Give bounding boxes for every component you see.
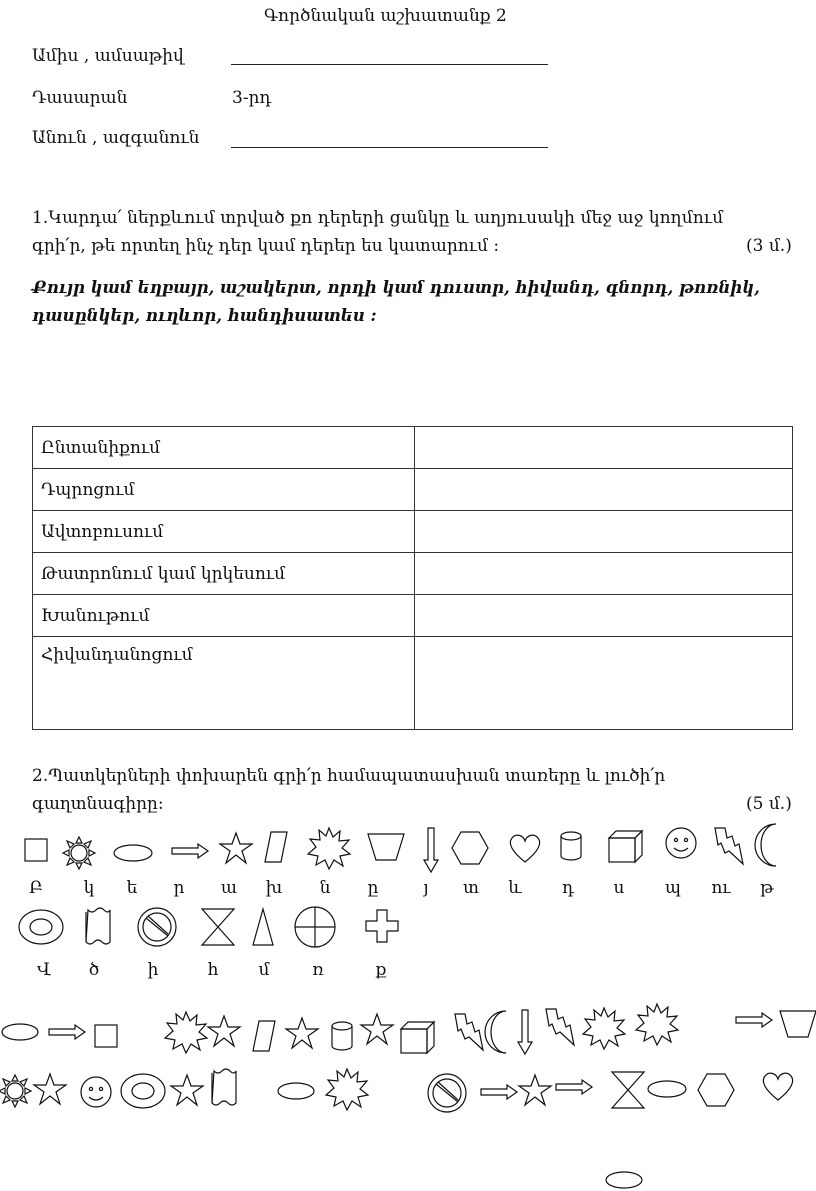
hexagon-icon (452, 832, 488, 864)
row-label: Ընտանիքում (33, 427, 415, 469)
arrow-down-icon (424, 828, 438, 872)
key-letter: դ (562, 878, 574, 898)
cipher-explosion-icon (636, 1004, 678, 1045)
cipher-explosion-icon (165, 1012, 207, 1053)
cipher-lightning-icon (546, 1009, 574, 1045)
cipher-hexagon-icon (698, 1074, 734, 1106)
class-label: Դասարան (32, 88, 128, 108)
cipher-arrow-right-icon (556, 1080, 592, 1094)
key-letter: ր (173, 878, 185, 898)
cipher-parallelogram-icon (253, 1021, 275, 1051)
cipher-star-icon (519, 1075, 551, 1105)
key-letter: ս (613, 878, 625, 898)
key-letter: կ (83, 878, 95, 898)
scroll-icon (86, 908, 110, 944)
cipher-donut-icon (121, 1074, 165, 1108)
cipher-cylinder-icon (332, 1022, 352, 1050)
task1-points: (3 մ.) (746, 236, 792, 256)
page-title: Գործնական աշխատանք 2 (264, 6, 507, 26)
row-label: Խանութում (33, 595, 415, 637)
key-letter: ռ (312, 960, 324, 980)
no-symbol-icon (138, 908, 176, 946)
cipher-smiley-icon (81, 1077, 111, 1107)
key-letter: յ (423, 878, 429, 898)
triangle-icon (253, 909, 273, 945)
cipher-explosion-icon (583, 1008, 625, 1049)
cipher-arrow-right-icon (49, 1025, 85, 1039)
key-letter: թ (760, 878, 774, 898)
key-letter: պ (665, 878, 681, 898)
cipher-lightning-icon (455, 1014, 483, 1050)
cipher-hourglass-icon (612, 1072, 644, 1108)
hourglass-icon (202, 909, 234, 945)
cylinder-icon (561, 832, 581, 860)
cipher-arrow-right-icon (481, 1085, 517, 1099)
cipher-star-icon (208, 1016, 240, 1046)
moon-icon (755, 824, 776, 866)
cipher-star-icon (34, 1074, 66, 1104)
cipher-ellipse-icon (606, 1172, 642, 1188)
roles-list-line1: Քույր կամ եղբայր, աշակերտ, որդի կամ դուստր, հիվանդ, գնորդ, թոռնիկ, (32, 278, 760, 297)
cipher-arrow-right-icon (736, 1013, 772, 1027)
cipher-ellipse-icon (278, 1083, 314, 1099)
key-letter: ծ (88, 960, 100, 980)
key-letter: խ (265, 878, 283, 898)
cipher-moon-icon (485, 1011, 506, 1053)
key-letter: ա (220, 878, 238, 898)
class-value: 3-րդ (232, 88, 272, 108)
cipher-sun-icon (0, 1075, 31, 1107)
cipher-ellipse-icon (2, 1024, 38, 1040)
key-letter: և (508, 878, 522, 898)
cipher-star-icon (171, 1075, 203, 1105)
cipher-explosion-icon (326, 1069, 368, 1110)
cipher-star-icon (361, 1014, 393, 1044)
parallelogram-icon (265, 832, 287, 862)
ellipse-icon (114, 845, 152, 861)
task2-points: (5 մ.) (746, 794, 792, 814)
star-icon (220, 833, 252, 863)
roles-list-line2: դասընկեր, ուղևոր, հանդիսատես : (32, 306, 377, 325)
crossed-circle-icon (295, 907, 335, 947)
row-label: Դպրոցում (33, 469, 415, 511)
row-label: Ավտոբուսում (33, 511, 415, 553)
key-letter: ու (711, 878, 731, 898)
sun-icon (63, 837, 95, 869)
key-letter: Բ (29, 878, 43, 898)
cipher-arrow-down-icon (518, 1010, 532, 1054)
cube-icon (609, 831, 642, 862)
task1-instruction-line1: 1.Կարդա՛ ներքևում տրված քո դերերի ցանկը և աղյուսակի մեջ աջ կողմում (32, 208, 724, 228)
cipher-star-icon (286, 1018, 318, 1048)
date-label: Ամիս , ամսաթիվ (32, 46, 184, 66)
row-label: Թատրոնում կամ կրկեսում (33, 553, 415, 595)
cipher-trapezoid-icon (780, 1011, 816, 1037)
cipher-no-symbol-icon (428, 1074, 466, 1112)
lightning-icon (715, 828, 743, 864)
trapezoid-icon (368, 834, 404, 860)
key-letter: ը (367, 878, 379, 898)
key-letter: ի (147, 960, 159, 980)
task2-instruction-line1: 2.Պատկերների փոխարեն գրի՛ր համապատասխան տառերը և լուծի՛ր (32, 766, 666, 786)
key-letter: մ (258, 960, 270, 980)
cipher-scroll-icon (212, 1069, 236, 1105)
key-letter: ք (375, 960, 387, 980)
key-letter: Վ (37, 960, 51, 980)
cipher-heart-icon (763, 1073, 792, 1100)
cipher-cube-icon (401, 1022, 434, 1053)
cross-icon (366, 910, 398, 942)
key-letter: տ (463, 878, 479, 898)
cipher-ellipse-icon (648, 1081, 686, 1097)
key-letter: ն (319, 878, 331, 898)
square-icon (25, 839, 47, 861)
name-label: Անուն , ազգանուն (32, 128, 200, 148)
smiley-icon (666, 828, 696, 858)
explosion-icon (308, 828, 350, 869)
task1-instruction-line2: գրի՛ր, թե որտեղ ինչ դեր կամ դերեր ես կատարում : (32, 236, 500, 256)
key-letter: հ (207, 960, 219, 980)
arrow-right-icon (172, 844, 208, 858)
task2-instruction-line2: գաղտնագիրը: (32, 794, 164, 814)
cipher-square-icon (95, 1025, 117, 1047)
row-label: Հիվանդանոցում (33, 637, 415, 730)
donut-icon (19, 910, 63, 944)
key-letter: ե (126, 878, 138, 898)
heart-icon (510, 835, 539, 862)
